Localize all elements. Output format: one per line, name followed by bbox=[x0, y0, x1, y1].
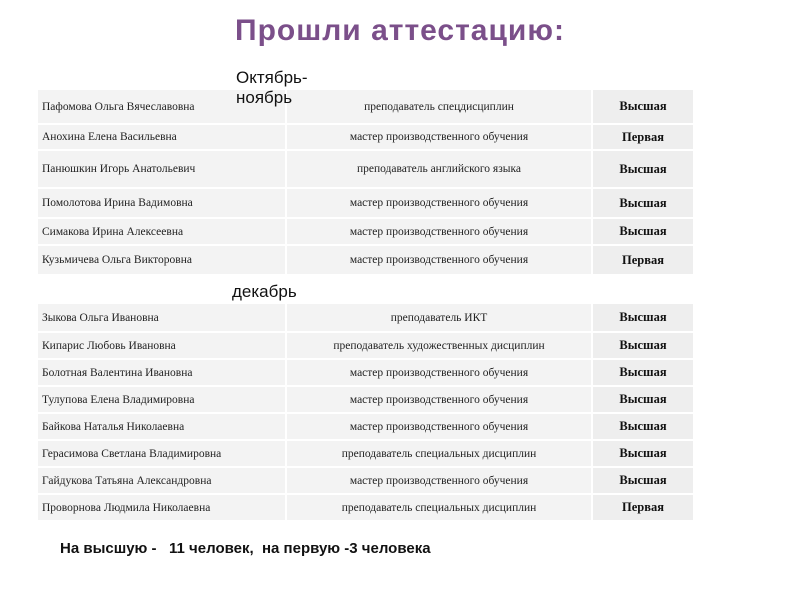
page-title: Прошли аттестацию: bbox=[235, 14, 565, 47]
attestation-category: Высшая bbox=[592, 188, 694, 218]
attestation-category: Высшая bbox=[592, 218, 694, 245]
attestation-category: Высшая bbox=[592, 359, 694, 386]
attestation-table-dec bbox=[38, 304, 695, 522]
section-label-dec: декабрь bbox=[232, 282, 297, 301]
employee-name: Зыкова Ольга Ивановна bbox=[38, 304, 286, 332]
table-row bbox=[38, 245, 694, 275]
employee-name: Анохина Елена Васильевна bbox=[38, 124, 286, 150]
table-row bbox=[38, 494, 694, 521]
attestation-category: Высшая bbox=[592, 467, 694, 494]
attestation-category: Высшая bbox=[592, 304, 694, 332]
table-row bbox=[38, 304, 694, 332]
attestation-table-oct-nov bbox=[38, 90, 695, 276]
employee-name: Пафомова Ольга Вячеславовна bbox=[38, 90, 286, 124]
employee-name: Кузьмичева Ольга Викторовна bbox=[38, 245, 286, 275]
employee-name: Симакова Ирина Алексеевна bbox=[38, 218, 286, 245]
table-row bbox=[38, 440, 694, 467]
attestation-category: Высшая bbox=[592, 440, 694, 467]
employee-name: Болотная Валентина Ивановна bbox=[38, 359, 286, 386]
employee-name: Помолотова Ирина Вадимовна bbox=[38, 188, 286, 218]
employee-position: преподаватель английского языка bbox=[286, 150, 592, 188]
employee-position: мастер производственного обучения bbox=[286, 124, 592, 150]
section-label-oct-nov: Октябрь-ноябрь bbox=[236, 68, 308, 107]
attestation-category: Высшая bbox=[592, 386, 694, 413]
employee-position: преподаватель художественных дисциплин bbox=[286, 332, 592, 359]
employee-position: мастер производственного обучения bbox=[286, 218, 592, 245]
table-row bbox=[38, 188, 694, 218]
attestation-category: Высшая bbox=[592, 332, 694, 359]
attestation-category: Высшая bbox=[592, 90, 694, 124]
table-row bbox=[38, 150, 694, 188]
employee-position: мастер производственного обучения bbox=[286, 386, 592, 413]
employee-position: мастер производственного обучения bbox=[286, 188, 592, 218]
table-row bbox=[38, 386, 694, 413]
employee-name: Тулупова Елена Владимировна bbox=[38, 386, 286, 413]
employee-name: Панюшкин Игорь Анатольевич bbox=[38, 150, 286, 188]
employee-position: мастер производственного обучения bbox=[286, 413, 592, 440]
table-row bbox=[38, 124, 694, 150]
employee-position: преподаватель ИКТ bbox=[286, 304, 592, 332]
employee-name: Герасимова Светлана Владимировна bbox=[38, 440, 286, 467]
table-row bbox=[38, 90, 694, 124]
table-row bbox=[38, 332, 694, 359]
employee-name: Байкова Наталья Николаевна bbox=[38, 413, 286, 440]
attestation-category: Первая bbox=[592, 124, 694, 150]
table-row bbox=[38, 413, 694, 440]
employee-position: преподаватель специальных дисциплин bbox=[286, 440, 592, 467]
employee-name: Кипарис Любовь Ивановна bbox=[38, 332, 286, 359]
employee-position: мастер производственного обучения bbox=[286, 359, 592, 386]
summary-text: На высшую - 11 человек, на первую -3 человека bbox=[60, 540, 431, 557]
employee-name: Гайдукова Татьяна Александровна bbox=[38, 467, 286, 494]
employee-position: преподаватель специальных дисциплин bbox=[286, 494, 592, 521]
attestation-category: Высшая bbox=[592, 150, 694, 188]
employee-position: мастер производственного обучения bbox=[286, 467, 592, 494]
employee-name: Проворнова Людмила Николаевна bbox=[38, 494, 286, 521]
table-row bbox=[38, 467, 694, 494]
attestation-category: Первая bbox=[592, 245, 694, 275]
employee-position: мастер производственного обучения bbox=[286, 245, 592, 275]
attestation-category: Высшая bbox=[592, 413, 694, 440]
attestation-category: Первая bbox=[592, 494, 694, 521]
table-row bbox=[38, 218, 694, 245]
table-row bbox=[38, 359, 694, 386]
employee-position: преподаватель спецдисциплин bbox=[286, 90, 592, 124]
